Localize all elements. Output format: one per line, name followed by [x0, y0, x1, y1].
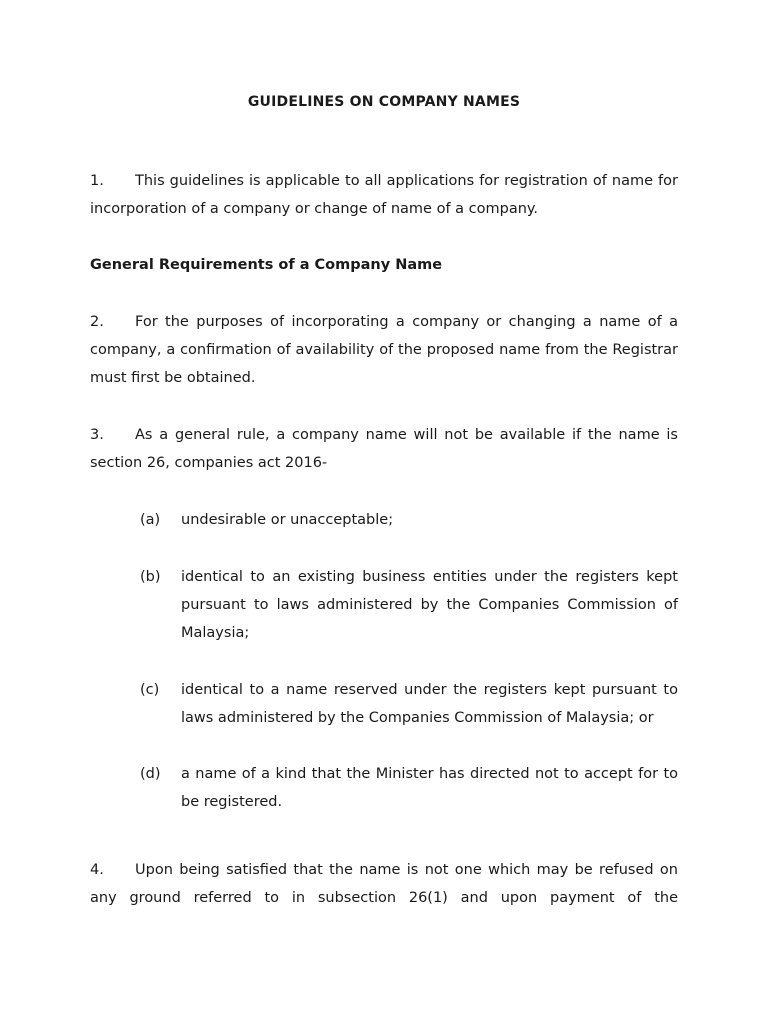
list-item-text: undesirable or unacceptable; [181, 512, 394, 528]
list-item-label: (c) [140, 682, 160, 698]
paragraph-number: 1. [90, 173, 104, 189]
paragraph-text: For the purposes of incorporating a company or changing a name of a company, a confirmation of availability of the proposed name from the Registrar must first be obtained. [90, 314, 678, 386]
list-item-d [140, 760, 678, 816]
list-item-text: identical to an existing business entities under the registers kept pursuant to laws administered by the Companies Commission of Malaysia; [181, 569, 678, 641]
paragraph-number: 2. [90, 314, 104, 330]
paragraph-text: Upon being satisfied that the name is not one which may be refused on any ground referred to in subsection 26(1) and upon payment of the [90, 862, 678, 906]
paragraph-number: 4. [90, 862, 104, 878]
paragraph-4 [90, 856, 678, 912]
paragraph-text: This guidelines is applicable to all applications for registration of name for incorporation of a company or change of name of a company. [90, 173, 678, 217]
list-item-c [140, 676, 678, 732]
document-title: GUIDELINES ON COMPANY NAMES [247, 94, 521, 110]
paragraph-text: As a general rule, a company name will not be available if the name is section 26, companies act 2016- [90, 427, 678, 471]
paragraph-1 [90, 167, 678, 223]
list-item-a [140, 506, 678, 534]
list-item-text: a name of a kind that the Minister has directed not to accept for to be registered. [181, 766, 678, 810]
paragraph-2 [90, 308, 678, 392]
list-item-b [140, 563, 678, 647]
section-heading: General Requirements of a Company Name [90, 257, 443, 273]
list-item-label: (b) [140, 569, 161, 585]
paragraph-3 [90, 421, 678, 477]
list-item-label: (a) [140, 512, 161, 528]
paragraph-number: 3. [90, 427, 104, 443]
list-item-text: identical to a name reserved under the registers kept pursuant to laws administered by the Companies Commission of Malaysia; or [181, 682, 678, 726]
list-item-label: (d) [140, 766, 161, 782]
